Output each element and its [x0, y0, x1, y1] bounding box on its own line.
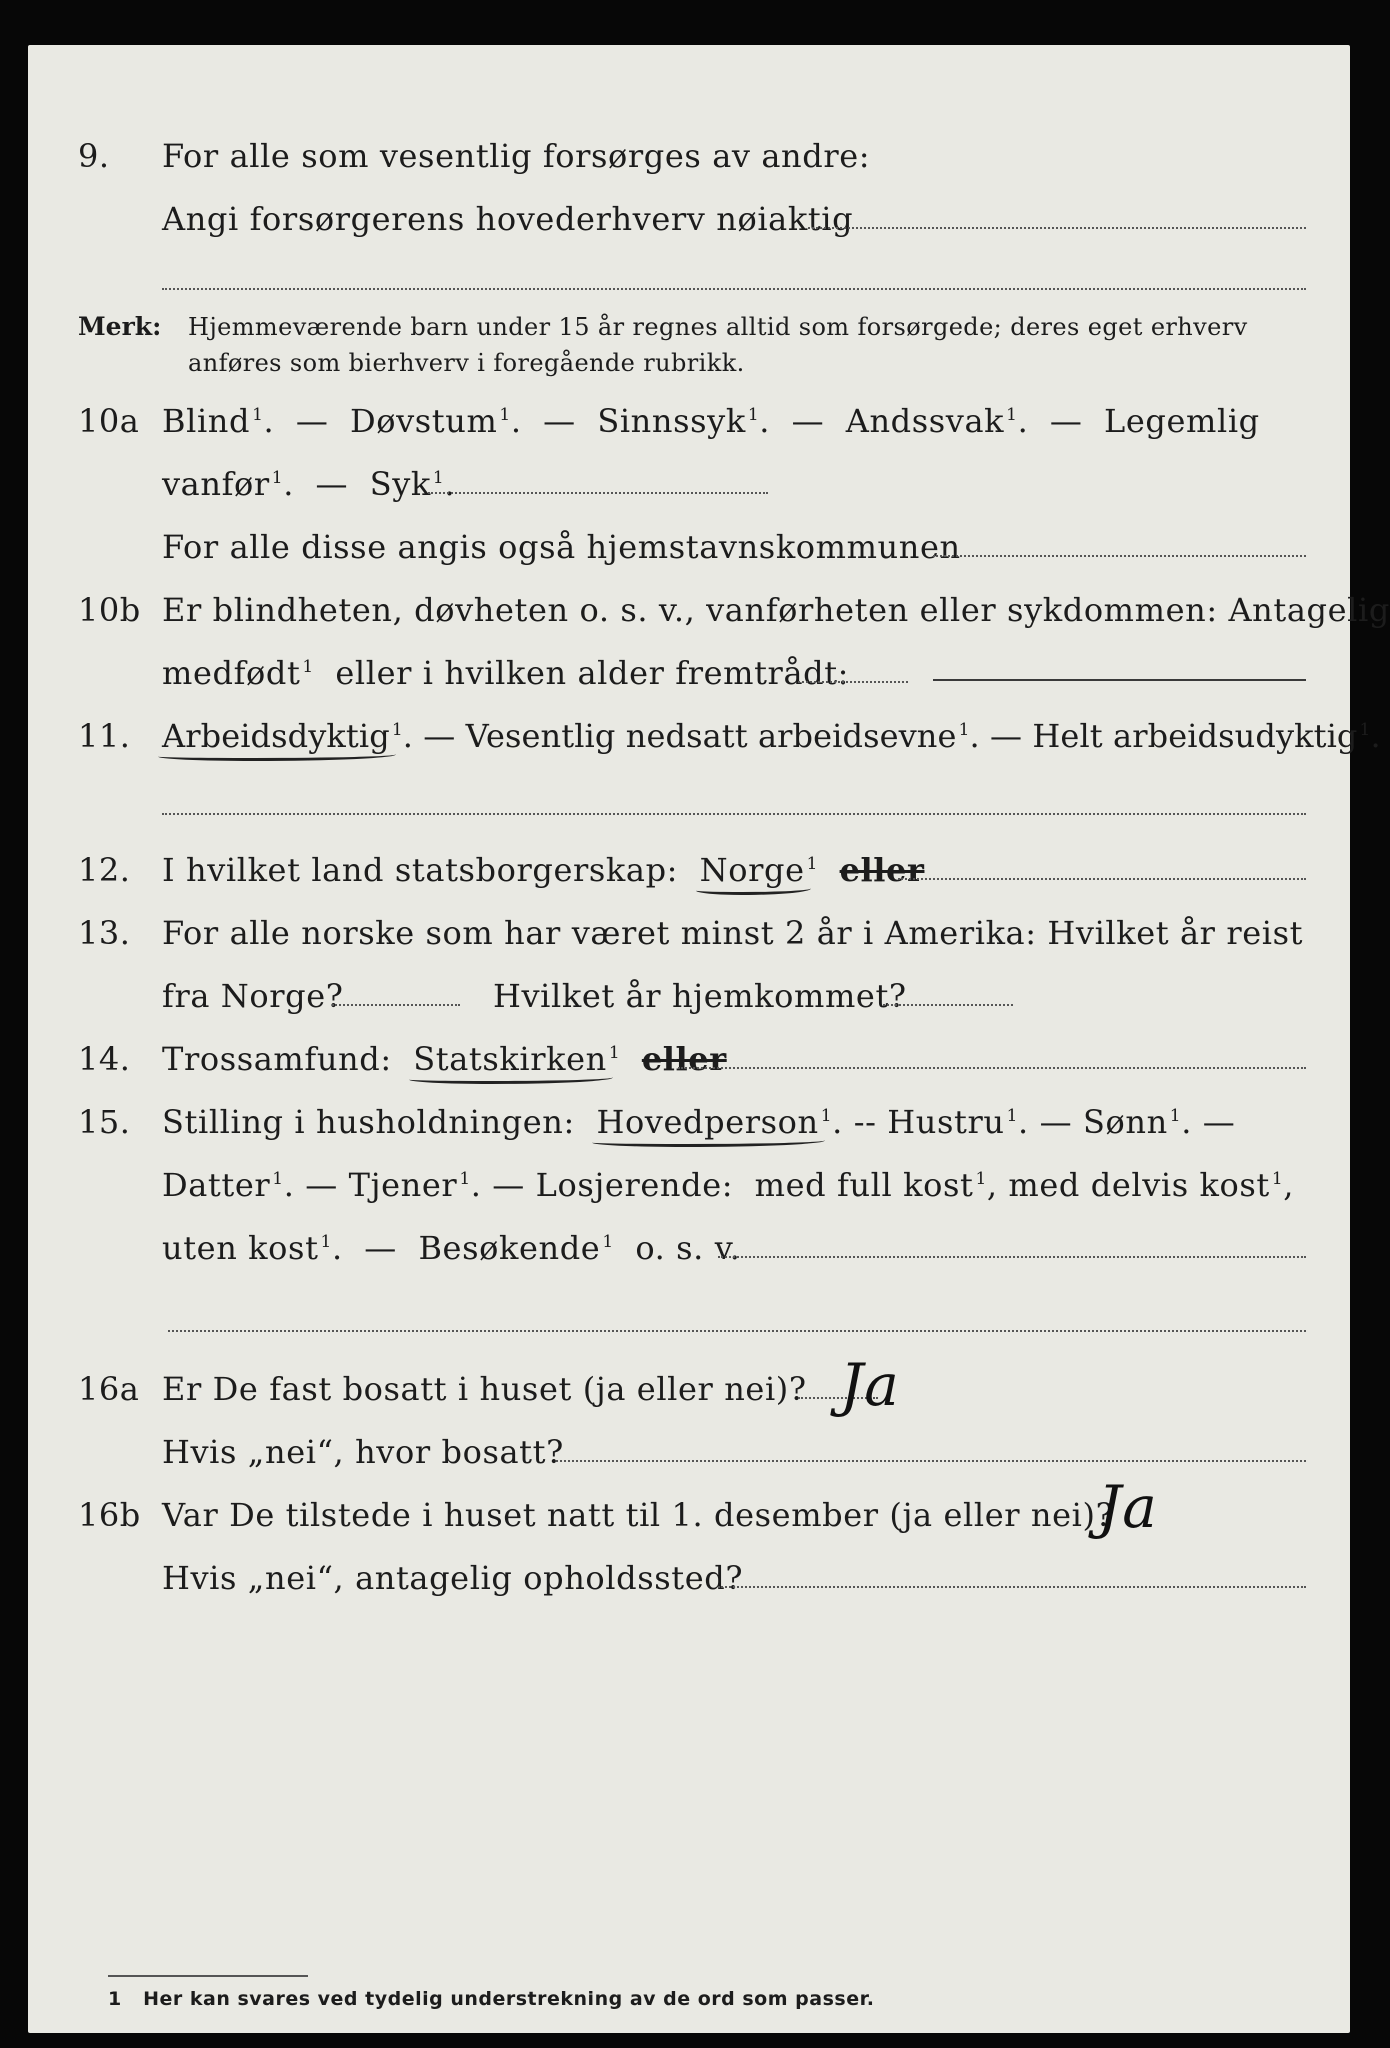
option-norge-label: Norge: [699, 851, 805, 889]
sup-mark: 1: [1271, 1169, 1284, 1189]
sup-mark: 1: [1359, 720, 1371, 740]
q14-number: 14.: [78, 1040, 131, 1078]
dash: —: [295, 402, 329, 440]
q10b-line1: Er blindheten, døvheten o. s. v., vanførheten eller sykdommen: Antagelig: [162, 591, 1390, 629]
merk-label: Merk:: [78, 312, 162, 341]
option-hovedperson-label: Hovedperson: [596, 1103, 819, 1141]
option-hustru[interactable]: Hustru: [887, 1103, 1005, 1141]
sup-mark: 1: [432, 468, 445, 488]
q15-answer-line-2[interactable]: [168, 1330, 1306, 1332]
option-vanfor[interactable]: vanfør: [162, 465, 270, 503]
q14-line: [162, 1040, 727, 1078]
footnote: [108, 1988, 874, 2010]
footnote-text: Her kan svares ved tydelig understrekning av de ord som passer.: [143, 1988, 875, 2010]
sup-mark: 1: [1006, 405, 1018, 425]
option-arbeidsdyktig[interactable]: [162, 717, 390, 755]
q14-label: Trossamfund:: [162, 1040, 392, 1078]
q11-answer-line[interactable]: [162, 813, 1306, 815]
option-besokende[interactable]: Besøkende: [418, 1229, 601, 1267]
sup-mark: 1: [271, 468, 284, 488]
sup-mark: 1: [252, 405, 264, 425]
option-med-full-kost[interactable]: med full kost: [754, 1166, 974, 1204]
q14-eller-struck: eller: [641, 1040, 727, 1078]
q13-hjem-line[interactable]: [883, 1004, 1013, 1006]
q13-line1: For alle norske som har været minst 2 år i Amerika: Hvilket år reist: [162, 914, 1304, 952]
q15-answer-line[interactable]: [718, 1256, 1306, 1258]
q10b-line2: [162, 654, 849, 692]
q15-line2: Datter $^1$. — Tjener $^1$. — Losjerende: med full kost $^1$, med delvis kost $^1$,: [162, 1166, 1295, 1204]
option-medfodt[interactable]: medfødt: [162, 654, 301, 692]
q16b-line2: Hvis „nei“, antagelig opholdssted?: [162, 1559, 744, 1597]
option-legemlig[interactable]: Legemlig: [1104, 402, 1260, 440]
footnote-rule: [108, 1975, 308, 1977]
q16a-number: 16a: [78, 1370, 140, 1408]
q16b-opholdssted-line[interactable]: [718, 1586, 1306, 1588]
sup-mark: 1: [747, 405, 760, 425]
underline-mark: [158, 750, 396, 761]
sup-mark: 1: [1169, 1106, 1182, 1126]
dash: —: [492, 1166, 525, 1204]
sup-mark: 1: [602, 1232, 614, 1252]
option-arbeidsdyktig-label: Arbeidsdyktig: [162, 717, 390, 755]
merk-line2: anføres som bierhverv i foregående rubrikk.: [188, 349, 745, 377]
q10b-answer-line[interactable]: [798, 681, 908, 683]
q15-line1: Stilling i husholdningen: Hovedperson $^1$. -- Hustru $^1$. — Sønn $^1$. —: [162, 1103, 1235, 1141]
dash: —: [423, 717, 456, 755]
option-statskirken-label: Statskirken: [413, 1040, 607, 1078]
option-syk[interactable]: Syk: [369, 465, 431, 503]
option-tjener[interactable]: Tjener: [348, 1166, 458, 1204]
q16b-number: 16b: [78, 1496, 141, 1534]
dash: —: [543, 402, 576, 440]
q16b-handwritten-answer[interactable]: Ja: [1098, 1473, 1158, 1541]
underline-mark: [592, 1136, 824, 1147]
sup-mark: 1: [459, 1169, 471, 1189]
option-andssvak[interactable]: Andssvak: [845, 402, 1005, 440]
option-sonn[interactable]: Sønn: [1082, 1103, 1168, 1141]
option-hovedperson[interactable]: [596, 1103, 818, 1141]
q13-reist-line[interactable]: [332, 1004, 460, 1006]
q15-line3: uten kost $^1$. — Besøkende $^1$ o. s. v.: [162, 1229, 741, 1267]
q10a-number: 10a: [78, 402, 140, 440]
dash: —: [1202, 1103, 1236, 1141]
sup-mark: 1: [975, 1169, 987, 1189]
q10a-line3: For alle disse angis også hjemstavnskommunen: [162, 528, 961, 566]
option-statskirken[interactable]: [413, 1040, 607, 1078]
q10b-answer-stroke: [933, 679, 1306, 681]
q9-number: 9.: [78, 137, 110, 175]
q14-answer-line[interactable]: [678, 1067, 1306, 1069]
option-blind[interactable]: Blind: [162, 402, 251, 440]
q11-line: Arbeidsdyktig $^1$. — Vesentlig nedsatt arbeidsevne $^1$. — Helt arbeidsudyktig $^1$.: [162, 717, 1381, 755]
q12-eller-struck: eller: [839, 851, 925, 889]
sup-mark: 1: [272, 1169, 284, 1189]
option-datter[interactable]: Datter: [162, 1166, 271, 1204]
q16b-line1: Var De tilstede i huset natt til 1. desember (ja eller nei)?: [162, 1496, 1114, 1534]
q16a-bosatt-line[interactable]: [556, 1460, 1306, 1462]
q12-number: 12.: [78, 851, 131, 889]
q10b-number: 10b: [78, 591, 141, 629]
dash: —: [791, 402, 825, 440]
q10a-hjemstavn-line[interactable]: [933, 555, 1306, 557]
q15-osv: o. s. v.: [635, 1229, 741, 1267]
q10a-answer-line[interactable]: [428, 492, 768, 494]
underline-mark: [696, 884, 811, 895]
q13-line2a: fra Norge?: [162, 977, 344, 1015]
sup-mark: 1: [958, 720, 970, 740]
q9-answer-line[interactable]: [808, 227, 1306, 229]
q12-label: I hvilket land statsborgerskap:: [162, 851, 679, 889]
q16a-line2: Hvis „nei“, hvor bosatt?: [162, 1433, 564, 1471]
sup-mark: 1: [806, 854, 819, 874]
dash: —: [305, 1166, 338, 1204]
q9-line2: Angi forsørgerens hovederhverv nøiaktig: [162, 200, 854, 238]
sup-mark: 1: [1006, 1106, 1019, 1126]
q10a-line1: Blind $^1$. — Døvstum $^1$. — Sinnssyk $^1$. — Andssvak $^1$. — Legemlig: [162, 402, 1260, 440]
q12-answer-line[interactable]: [898, 878, 1306, 880]
q11-number: 11.: [78, 717, 131, 755]
q9-answer-line-2[interactable]: [162, 288, 1306, 290]
option-nedsatt[interactable]: Vesentlig nedsatt arbeidsevne: [465, 717, 957, 755]
dash: —: [1039, 1103, 1073, 1141]
q13-line2b: Hvilket år hjemkommet?: [493, 977, 907, 1015]
q15-label: Stilling i husholdningen:: [162, 1103, 575, 1141]
option-sinnssyk[interactable]: Sinnssyk: [597, 402, 746, 440]
q16a-handwritten-answer[interactable]: Ja: [840, 1351, 900, 1419]
q13-number: 13.: [78, 914, 131, 952]
sup-mark: 1: [608, 1043, 621, 1063]
q10b-line2b: eller i hvilken alder fremtrådt:: [335, 654, 850, 692]
option-dovstum[interactable]: Døvstum: [349, 402, 498, 440]
q9-line1: For alle som vesentlig forsørges av andre:: [162, 137, 871, 175]
footnote-mark: 1: [108, 1988, 122, 2010]
census-form-page: [28, 45, 1390, 2033]
q15-number: 15.: [78, 1103, 131, 1141]
option-udyktig[interactable]: Helt arbeidsudyktig: [1032, 717, 1358, 755]
merk-line1: Hjemmeværende barn under 15 år regnes alltid som forsørgede; deres eget erhverv: [188, 313, 1248, 341]
dash: —: [364, 1229, 397, 1267]
sup-mark: 1: [302, 657, 314, 677]
sup-mark: 1: [820, 1106, 833, 1126]
underline-mark: [409, 1073, 613, 1084]
dash: —: [1049, 402, 1083, 440]
option-uten-kost[interactable]: uten kost: [162, 1229, 319, 1267]
dash: —: [990, 717, 1023, 755]
q12-line: [162, 851, 924, 889]
sup-mark: 1: [499, 405, 511, 425]
sup-mark: 1: [391, 720, 403, 740]
option-med-delvis-kost[interactable]: med delvis kost: [1008, 1166, 1270, 1204]
sup-mark: 1: [320, 1232, 332, 1252]
dash: —: [315, 465, 349, 503]
q10a-line2: vanfør $^1$. — Syk $^1$.: [162, 465, 456, 503]
q16a-line1: Er De fast bosatt i huset (ja eller nei)?: [162, 1370, 807, 1408]
option-norge[interactable]: [700, 851, 805, 889]
q15-losjerende: Losjerende:: [535, 1166, 734, 1204]
